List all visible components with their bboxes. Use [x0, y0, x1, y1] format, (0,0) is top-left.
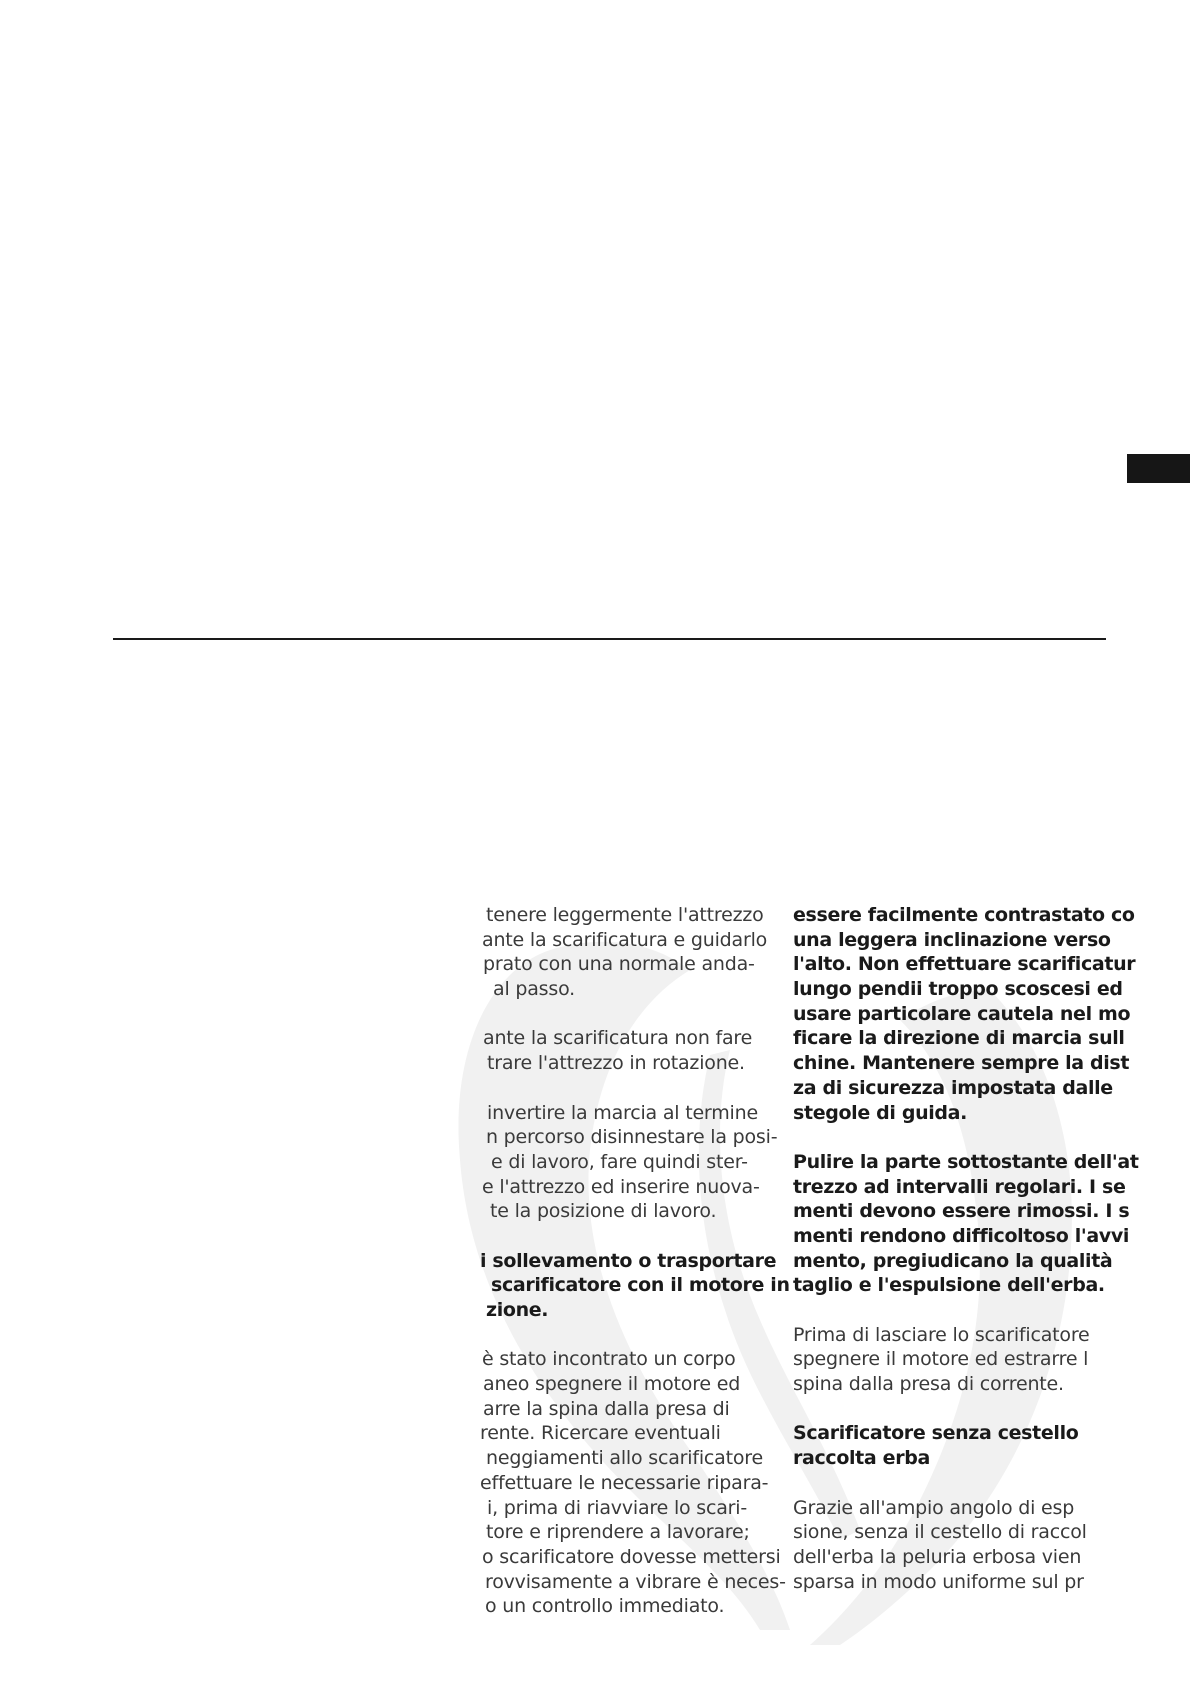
- text-line: taglio e l'espulsione dell'erba.: [793, 1274, 1105, 1297]
- text-line: stegole di guida.: [793, 1101, 968, 1124]
- text-line: za di sicurezza impostata dalle: [793, 1076, 1113, 1099]
- text-line: i sollevamento o trasportare: [480, 1249, 777, 1272]
- text-line: menti rendono difficoltoso l'avvi: [793, 1224, 1130, 1247]
- right-text-column: [793, 903, 1139, 1594]
- text-line: sparsa in modo uniforme sul pr: [793, 1570, 1084, 1593]
- text-line: arre la spina dalla presa di: [483, 1397, 730, 1420]
- text-line: tenere leggermente l'attrezzo: [486, 904, 764, 926]
- text-line: ficare la direzione di marcia sull: [793, 1027, 1125, 1050]
- text-line: usare particolare cautela nel mo: [793, 1002, 1131, 1025]
- text-line: lungo pendii troppo scoscesi ed: [793, 978, 1123, 1001]
- text-line: dell'erba la peluria erbosa vien: [793, 1545, 1082, 1568]
- text-line: scarificatore con il motore in: [491, 1274, 790, 1297]
- text-line: chine. Mantenere sempre la dist: [793, 1052, 1130, 1075]
- text-line: neggiamenti allo scarificatore: [486, 1447, 763, 1470]
- text-line: o un controllo immediato.: [485, 1595, 725, 1618]
- text-line: trezzo ad intervalli regolari. I se: [793, 1175, 1126, 1198]
- text-line: prato con una normale anda-: [483, 953, 755, 976]
- text-line: effettuare le necessarie ripara-: [480, 1471, 769, 1494]
- text-line: spegnere il motore ed estrarre l: [793, 1348, 1089, 1371]
- left-text-column: [480, 903, 790, 1619]
- text-line: al passo.: [493, 978, 575, 1001]
- text-line: Scarificatore senza cestello: [793, 1422, 1079, 1445]
- text-line: Pulire la parte sottostante dell'at: [793, 1150, 1139, 1173]
- text-line: e l'attrezzo ed inserire nuova-: [482, 1175, 760, 1198]
- text-line: trare l'attrezzo in rotazione.: [487, 1052, 745, 1075]
- page-tab-marker: [1127, 454, 1190, 483]
- horizontal-rule: [113, 638, 1106, 640]
- text-line: rovvisamente a vibrare è neces-: [485, 1570, 786, 1593]
- text-line: invertire la marcia al termine: [487, 1101, 758, 1124]
- text-line: zione.: [486, 1299, 549, 1321]
- text-line: n percorso disinnestare la posi-: [486, 1126, 778, 1149]
- text-line: aneo spegnere il motore ed: [483, 1373, 741, 1396]
- text-line: o scarificatore dovesse mettersi: [482, 1545, 781, 1568]
- text-line: essere facilmente contrastato co: [793, 904, 1135, 926]
- text-line: i, prima di riavviare lo scari-: [487, 1496, 748, 1519]
- text-line: ante la scarificatura non fare: [483, 1027, 753, 1050]
- text-line: Grazie all'ampio angolo di esp: [793, 1496, 1075, 1519]
- text-line: sione, senza il cestello di raccol: [793, 1521, 1087, 1544]
- text-line: l'alto. Non effettuare scarificatur: [793, 953, 1136, 976]
- text-line: tore e riprendere a lavorare;: [486, 1521, 750, 1544]
- text-line: mento, pregiudicano la qualità: [793, 1249, 1113, 1272]
- text-line: e di lavoro, fare quindi ster-: [491, 1150, 748, 1173]
- text-line: ante la scarificatura e guidarlo: [482, 928, 768, 951]
- text-line: spina dalla presa di corrente.: [793, 1373, 1064, 1396]
- text-line: menti devono essere rimossi. I s: [793, 1200, 1130, 1223]
- text-line: è stato incontrato un corpo: [482, 1348, 736, 1371]
- text-line: rente. Ricercare eventuali: [480, 1422, 721, 1445]
- text-line: una leggera inclinazione verso: [793, 928, 1111, 951]
- text-line: te la posizione di lavoro.: [490, 1200, 717, 1223]
- text-line: Prima di lasciare lo scarificatore: [793, 1323, 1090, 1346]
- text-line: raccolta erba: [793, 1447, 930, 1470]
